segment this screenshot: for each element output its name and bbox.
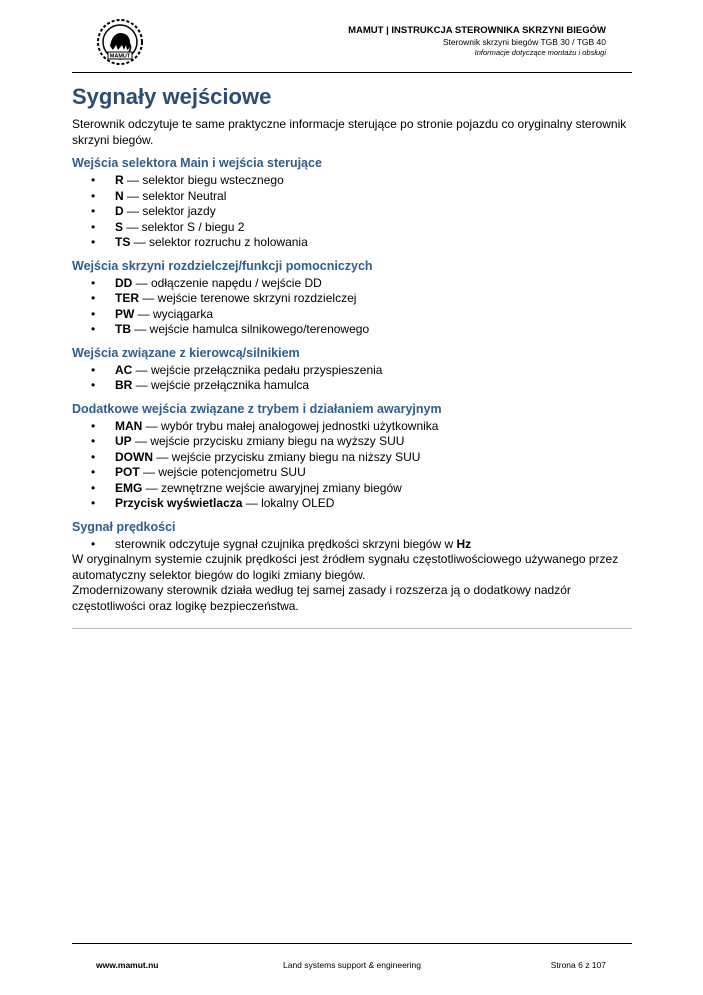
list-item: [72, 291, 632, 307]
item-key: R: [115, 173, 124, 187]
item-key: TER: [115, 291, 139, 305]
page-title: Sygnały wejściowe: [72, 84, 272, 109]
item-key: MAN: [115, 418, 143, 433]
list-item: [72, 189, 632, 205]
page-footer: [72, 960, 632, 974]
section-list: [72, 419, 632, 512]
list-item: [72, 450, 632, 466]
item-key: Hz: [456, 536, 472, 551]
list-item: [72, 434, 632, 450]
item-text: — zewnętrzne wejście awaryjnej zmiany biegów: [142, 480, 402, 495]
header-text: [348, 25, 606, 58]
list-item: [72, 537, 632, 553]
item-text: — selektor S / biegu 2: [123, 219, 245, 234]
section-list: [72, 276, 632, 338]
speed-list: [72, 537, 632, 553]
footer-divider: [72, 943, 632, 944]
item-text: — selektor Neutral: [123, 188, 227, 203]
item-key: TS: [115, 235, 131, 249]
list-item: [72, 204, 632, 220]
item-text: — wejście potencjometru SUU: [139, 465, 306, 479]
header-divider: [72, 72, 632, 73]
intro-paragraph: Sterownik odczytuje te same praktyczne informacje sterujące po stronie pojazdu co oryginalny sterownik skrzyni biegów.: [72, 117, 627, 147]
input-sections: [72, 155, 632, 512]
item-text: — selektor jazdy: [123, 204, 216, 218]
list-item: [72, 235, 632, 251]
footer-website[interactable]: www.mamut.nu: [96, 960, 159, 970]
list-item: [72, 465, 632, 481]
footer-page-number: Strona 6 z 107: [550, 960, 606, 970]
svg-text:MAMUT: MAMUT: [109, 53, 131, 60]
item-text: — selektor biegu wstecznego: [123, 173, 284, 187]
item-text: — odłączenie napędu / wejście DD: [132, 275, 322, 290]
item-key: AC: [115, 362, 133, 377]
item-key: POT: [115, 465, 140, 479]
item-key: Przycisk wyświetlacza: [115, 496, 243, 510]
item-text: sterownik odczytuje sygnał czujnika prędkości skrzyni biegów w: [115, 536, 457, 551]
item-key: S: [115, 219, 124, 234]
list-item: [72, 481, 632, 497]
item-text: — wejście hamulca silnikowego/terenowego: [131, 322, 370, 336]
item-key: DOWN: [115, 449, 153, 464]
list-item: [72, 378, 632, 394]
item-text: — wyciągarka: [134, 306, 214, 321]
speed-paragraph-2: Zmodernizowany sterownik działa według tej samej zasady i rozszerza ją o dodatkowy nadzór częstotliwości oraz logikę bezpieczeństwa.: [72, 583, 571, 613]
item-key: UP: [115, 434, 132, 448]
speed-paragraph-1: W oryginalnym systemie czujnik prędkości jest źródłem sygnału częstotliwościowego używanego przez automatyczny selektor biegów do logiki zmiany biegów.: [72, 552, 619, 582]
item-text: — lokalny OLED: [242, 496, 335, 510]
item-key: N: [115, 188, 124, 203]
item-text: — wybór trybu małej analogowej jednostki użytkownika: [142, 418, 439, 433]
item-text: — wejście przycisku zmiany biegu na niższy SUU: [153, 449, 421, 464]
list-item: [72, 173, 632, 189]
mamut-logo-icon: [96, 18, 144, 66]
section-heading: Dodatkowe wejścia związane z trybem i działaniem awaryjnym: [72, 401, 442, 416]
item-key: PW: [115, 306, 135, 321]
item-text: — wejście przycisku zmiany biegu na wyższy SUU: [131, 434, 405, 448]
list-item: [72, 220, 632, 236]
item-key: DD: [115, 275, 133, 290]
section-list: [72, 173, 632, 251]
content-divider: [72, 628, 632, 629]
page-header: [72, 18, 632, 72]
list-item: [72, 363, 632, 379]
list-item: [72, 419, 632, 435]
item-text: — wejście terenowe skrzyni rozdzielczej: [139, 291, 357, 305]
item-text: — selektor rozruchu z holowania: [130, 235, 308, 249]
list-item: [72, 307, 632, 323]
section-heading: Sygnał prędkości: [72, 519, 176, 534]
item-key: TB: [115, 322, 131, 336]
header-subtitle: Sterownik skrzyni biegów TGB 30 / TGB 40: [442, 37, 606, 47]
section-heading: Wejścia selektora Main i wejścia sterujące: [72, 156, 322, 170]
list-item: [72, 496, 632, 512]
section-heading: Wejścia związane z kierowcą/silnikiem: [72, 345, 300, 360]
item-key: BR: [115, 378, 133, 392]
item-key: EMG: [115, 480, 143, 495]
item-key: D: [115, 204, 124, 218]
item-text: — wejście przełącznika hamulca: [132, 378, 310, 392]
section-heading: Wejścia skrzyni rozdzielczej/funkcji pomocniczych: [72, 258, 373, 273]
section-list: [72, 363, 632, 394]
list-item: [72, 322, 632, 338]
page-content: [72, 84, 632, 629]
header-title: MAMUT | INSTRUKCJA STEROWNIKA SKRZYNI BIEGÓW: [348, 25, 606, 36]
footer-tagline: Land systems support & engineering: [283, 960, 421, 970]
item-text: — wejście przełącznika pedału przyspieszenia: [132, 362, 383, 377]
list-item: [72, 276, 632, 292]
header-subtitle-2: Informacje dotyczące montażu i obsługi: [474, 48, 606, 57]
